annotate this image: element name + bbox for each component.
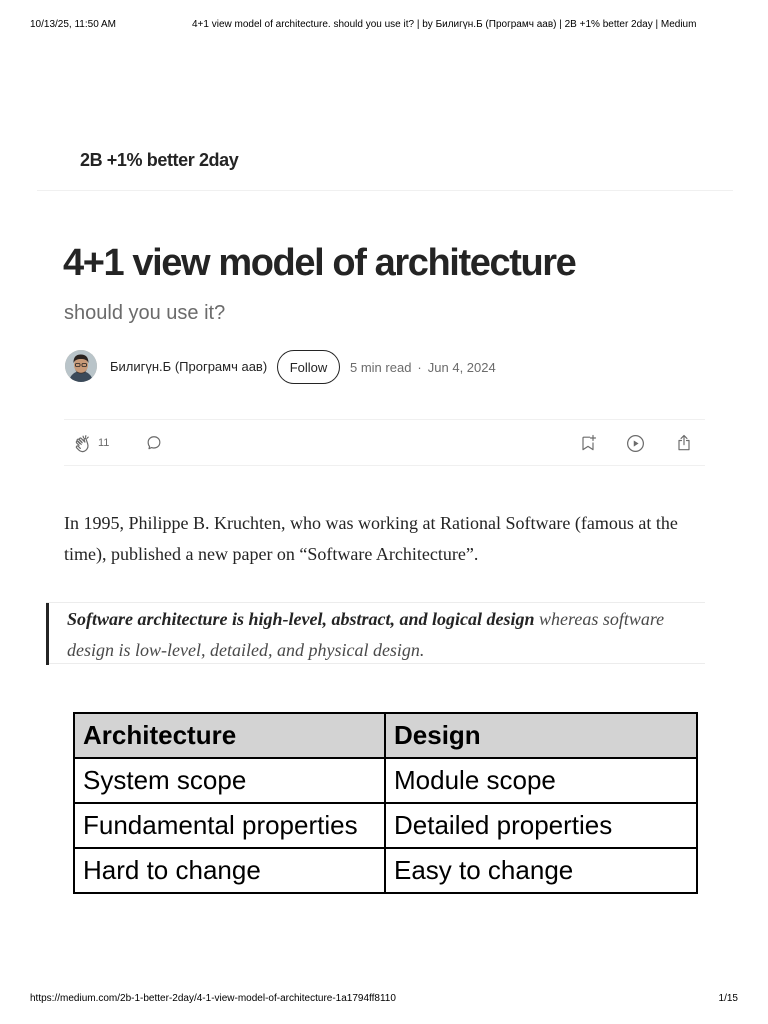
table-cell: Detailed properties xyxy=(385,803,697,848)
publish-date: Jun 4, 2024 xyxy=(427,360,496,375)
article-subtitle: should you use it? xyxy=(64,302,226,324)
comparison-table xyxy=(73,712,698,894)
table-header-row xyxy=(74,713,697,758)
author-name[interactable]: Билигүн.Б (Програмч аав) xyxy=(110,359,268,374)
publication-name[interactable]: 2B +1% better 2day xyxy=(80,150,239,170)
read-time: 5 min read xyxy=(350,360,412,375)
author-row xyxy=(65,350,705,384)
publication-divider xyxy=(37,190,733,191)
print-header xyxy=(30,19,738,33)
follow-button[interactable]: Follow xyxy=(277,350,340,384)
table-cell: Easy to change xyxy=(385,848,697,893)
intro-paragraph: In 1995, Philippe B. Kruchten, who was working at Rational Software (famous at the time), published a new paper on “Software Architecture”. xyxy=(64,513,678,564)
table-cell: System scope xyxy=(74,758,385,803)
meta-separator: · xyxy=(417,360,422,375)
article-title: 4+1 view model of architecture xyxy=(63,242,576,284)
bookmark-add-icon[interactable] xyxy=(578,433,598,453)
listen-play-icon[interactable] xyxy=(625,433,646,454)
article-action-bar xyxy=(64,419,705,466)
table-header-cell: Design xyxy=(385,713,697,758)
print-page-number: 1/15 xyxy=(718,993,738,1004)
print-datetime: 10/13/25, 11:50 AM xyxy=(30,19,116,30)
table-cell: Hard to change xyxy=(74,848,385,893)
block-quote xyxy=(46,602,705,664)
avatar-portrait-icon xyxy=(65,350,97,382)
comment-icon[interactable] xyxy=(144,433,164,453)
article-meta xyxy=(350,360,496,375)
clap-icon[interactable] xyxy=(73,433,95,455)
table-cell: Module scope xyxy=(385,758,697,803)
quote-text xyxy=(67,604,687,666)
print-page-title: 4+1 view model of architecture. should you use it? | by Билигүн.Б (Програмч аав) | 2B +1% better 2day | Medium xyxy=(192,19,697,30)
quote-rest: whereas software design is low-level, detailed, and physical design. xyxy=(67,609,665,660)
quote-bar xyxy=(46,603,49,665)
quote-emphasis: Software architecture is high-level, abstract, and logical design xyxy=(67,609,535,629)
author-avatar[interactable] xyxy=(65,350,97,382)
comparison-table-figure xyxy=(73,712,698,894)
share-icon[interactable] xyxy=(674,433,694,453)
table-row xyxy=(74,758,697,803)
table-header-cell: Architecture xyxy=(74,713,385,758)
clap-count: 11 xyxy=(98,437,110,449)
table-row xyxy=(74,803,697,848)
table-cell: Fundamental properties xyxy=(74,803,385,848)
table-row xyxy=(74,848,697,893)
print-footer xyxy=(30,993,738,1007)
print-url: https://medium.com/2b-1-better-2day/4-1-view-model-of-architecture-1a1794ff8110 xyxy=(30,993,396,1004)
